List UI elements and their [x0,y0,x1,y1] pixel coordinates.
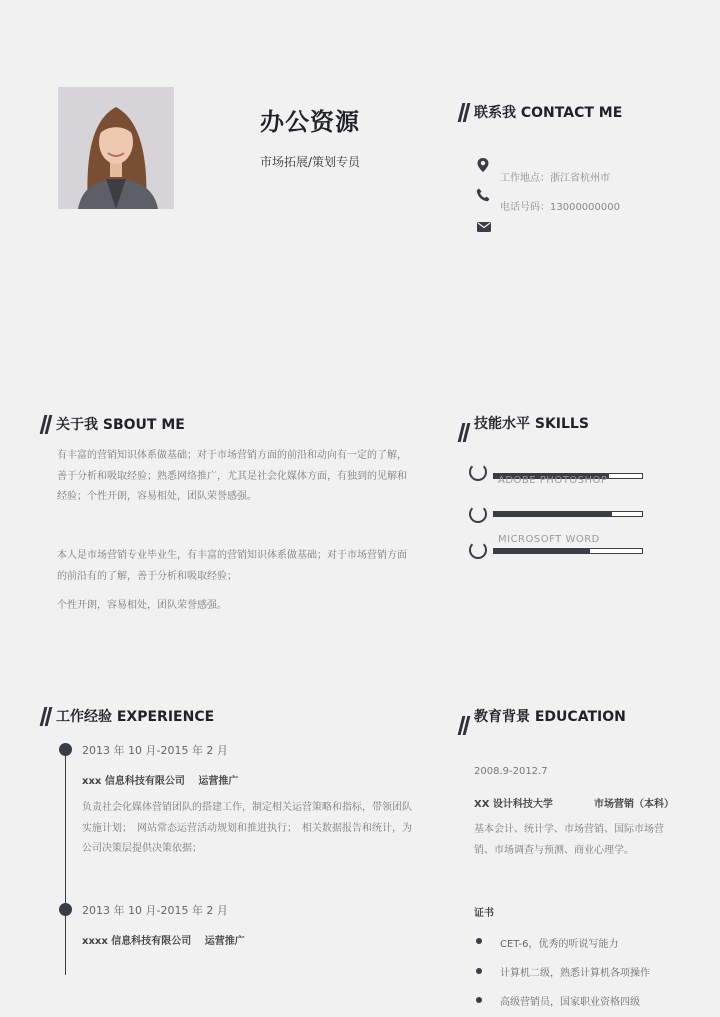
job-2-company: xxxx 信息科技有限公司 运营推广 [82,936,245,947]
mail-icon [477,218,491,232]
skills-title-text: 技能水平 SKILLS [474,416,589,432]
job-1-date: 2013 年 10 月-2015 年 2 月 [82,744,228,757]
person-role: 市场拓展/策划专员 [260,155,361,169]
contact-title-text: 联系我 CONTACT ME [474,105,623,121]
timeline-dot [59,743,72,756]
skill-bar-3-fill [494,549,590,553]
slash-decoration-icon [458,102,470,122]
experience-section-title [40,706,214,726]
profile-photo-image [58,87,174,209]
about-section-title [40,414,185,434]
skill-bar-2 [493,511,643,517]
skill-ring-icon [469,541,487,559]
bullet-icon [476,968,482,974]
contact-phone-clip [500,196,625,213]
skills-section-title [458,404,589,442]
slash-decoration-icon [458,422,470,442]
profile-photo [58,87,174,209]
cert-item-1: CET-6，优秀的听说写能力 [500,939,619,950]
location-pin-icon [476,157,490,171]
skill-ring-icon [469,463,487,481]
job-1-description: 负责社会化媒体营销团队的搭建工作，制定相关运营策略和指标，带领团队实施计划； 网站常态运营活动规划和推进执行； 相关数据报告和统计，为公司决策层提供决策依据； [82,802,412,854]
cert-item-2: 计算机二级，熟悉计算机各项操作 [500,968,650,979]
about-paragraph-2: 本人是市场营销专业毕业生，有丰富的营销知识体系做基础；对于市场营销方面的前沿有的了解，善于分析和吸取经验； [57,550,407,582]
timeline-line [65,750,66,975]
experience-title-text: 工作经验 EXPERIENCE [56,709,215,725]
bullet-icon [476,938,482,944]
cert-item-3: 高级营销员，国家职业资格四级 [500,997,640,1008]
job-2-date: 2013 年 10 月-2015 年 2 月 [82,904,228,917]
about-paragraph-1: 有丰富的营销知识体系做基础；对于市场营销方面的前沿和动向有一定的了解，善于分析和吸取经验；熟悉网络推广，尤其是社会化媒体方面，有独到的见解和经验；个性开朗，容易相处，团队荣誉感强。 [57,450,407,502]
skill-ring-icon [469,505,487,523]
slash-decoration-icon [40,706,52,726]
skill-bar-3 [493,548,643,554]
education-title-text: 教育背景 EDUCATION [474,709,626,725]
bullet-icon [476,997,482,1003]
job-1-company: xxx 信息科技有限公司 运营推广 [82,776,239,787]
skill-bar-2-fill [494,512,612,516]
contact-location: 工作地点：浙江省杭州市 [500,173,610,184]
contact-phone: 电话号码：13000000000 [500,202,620,213]
edu-courses: 基本会计、统计学、市场营销、国际市场营销、市场调查与预测、商业心理学。 [474,824,664,856]
contact-section-title [458,102,622,122]
slash-decoration-icon [40,414,52,434]
person-name: 办公资源 [260,108,360,136]
edu-date: 2008.9-2012.7 [474,766,548,777]
edu-school: XX 设计科技大学 [474,799,553,810]
about-paragraph-3: 个性开朗，容易相处，团队荣誉感强。 [57,600,227,611]
edu-major: 市场营销（本科） [594,799,674,810]
slash-decoration-icon [458,715,470,735]
about-title-text: 关于我 SBOUT ME [56,417,185,433]
skill-name-1: ADOBE PHOTOSHOP [498,475,608,486]
skill-name-3: MICROSOFT WORD [498,534,600,545]
education-section-title [458,697,626,735]
cert-title: 证书 [474,908,494,919]
timeline-dot [59,903,72,916]
phone-icon [476,187,490,201]
